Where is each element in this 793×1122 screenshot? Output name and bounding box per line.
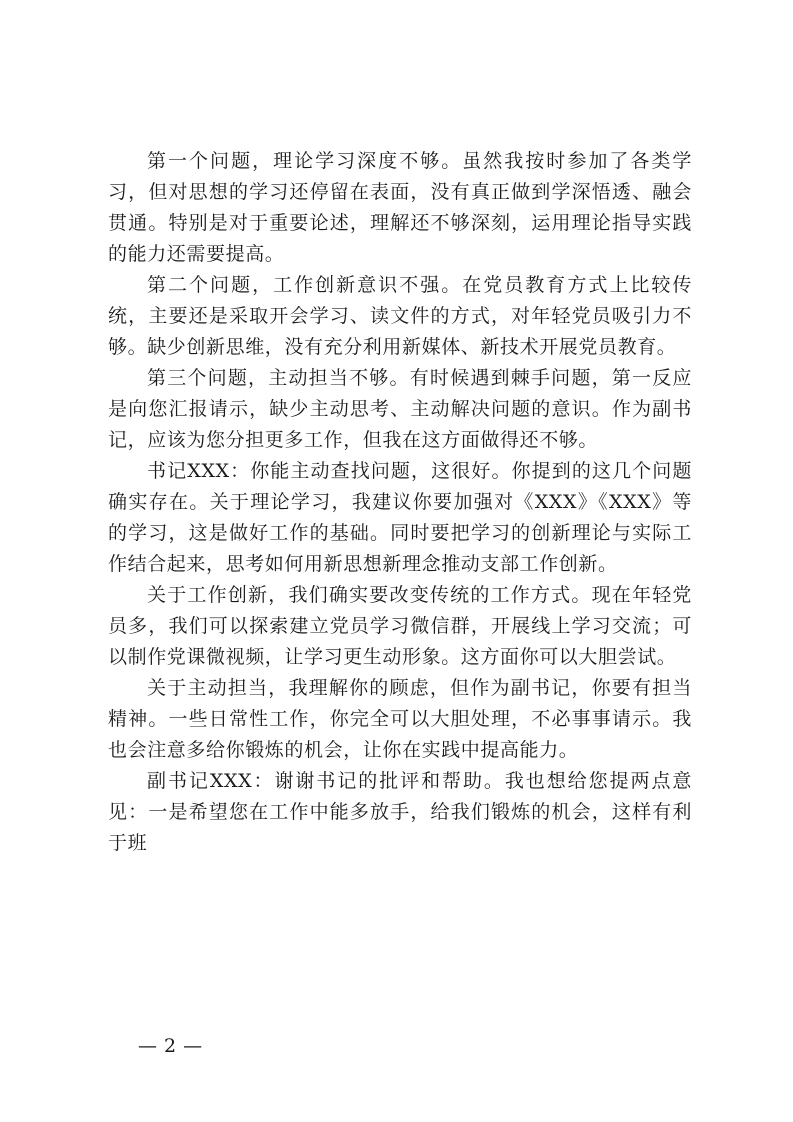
paragraph-problem-2: 第二个问题，工作创新意识不强。在党员教育方式上比较传统，主要还是采取开会学习、读文件的方式，对年轻党员吸引力不够。缺少创新思维，没有充分利用新媒体、新技术开展党员教育。 <box>108 274 692 358</box>
body-text <box>108 146 692 859</box>
paragraph-problem-1: 第一个问题，理论学习深度不够。虽然我按时参加了各类学习，但对思想的学习还停留在表面，没有真正做到学深悟透、融会贯通。特别是对于重要论述，理解还不够深刻，运用理论指导实践的能力还需要提高。 <box>108 150 692 265</box>
paragraph-deputy-secretary-reply: 副书记XXX：谢谢书记的批评和帮助。我也想给您提两点意见：一是希望您在工作中能多放手，给我们锻炼的机会，这样有利于班 <box>108 770 692 854</box>
paragraph-work-innovation: 关于工作创新，我们确实要改变传统的工作方式。现在年轻党员多，我们可以探索建立党员学习微信群，开展线上学习交流；可以制作党课微视频，让学习更生动形象。这方面你可以大胆尝试。 <box>108 584 692 668</box>
paragraph-problem-3: 第三个问题，主动担当不够。有时候遇到棘手问题，第一反应是向您汇报请示，缺少主动思考、主动解决问题的意识。作为副书记，应该为您分担更多工作，但我在这方面做得还不够。 <box>108 367 692 451</box>
paragraph-secretary-reply: 书记XXX：你能主动查找问题，这很好。你提到的这几个问题确实存在。关于理论学习，我建议你要加强对《XXX》《XXX》等的学习，这是做好工作的基础。同时要把学习的创新理论与实际工作结合起来，思考如何用新思想新理念推动支部工作创新。 <box>108 460 692 575</box>
paragraph-taking-responsibility: 关于主动担当，我理解你的顾虑，但作为副书记，你要有担当精神。一些日常性工作，你完全可以大胆处理，不必事事请示。我也会注意多给你锻炼的机会，让你在实践中提高能力。 <box>108 677 692 761</box>
page-number: — 2 — <box>138 1035 203 1057</box>
